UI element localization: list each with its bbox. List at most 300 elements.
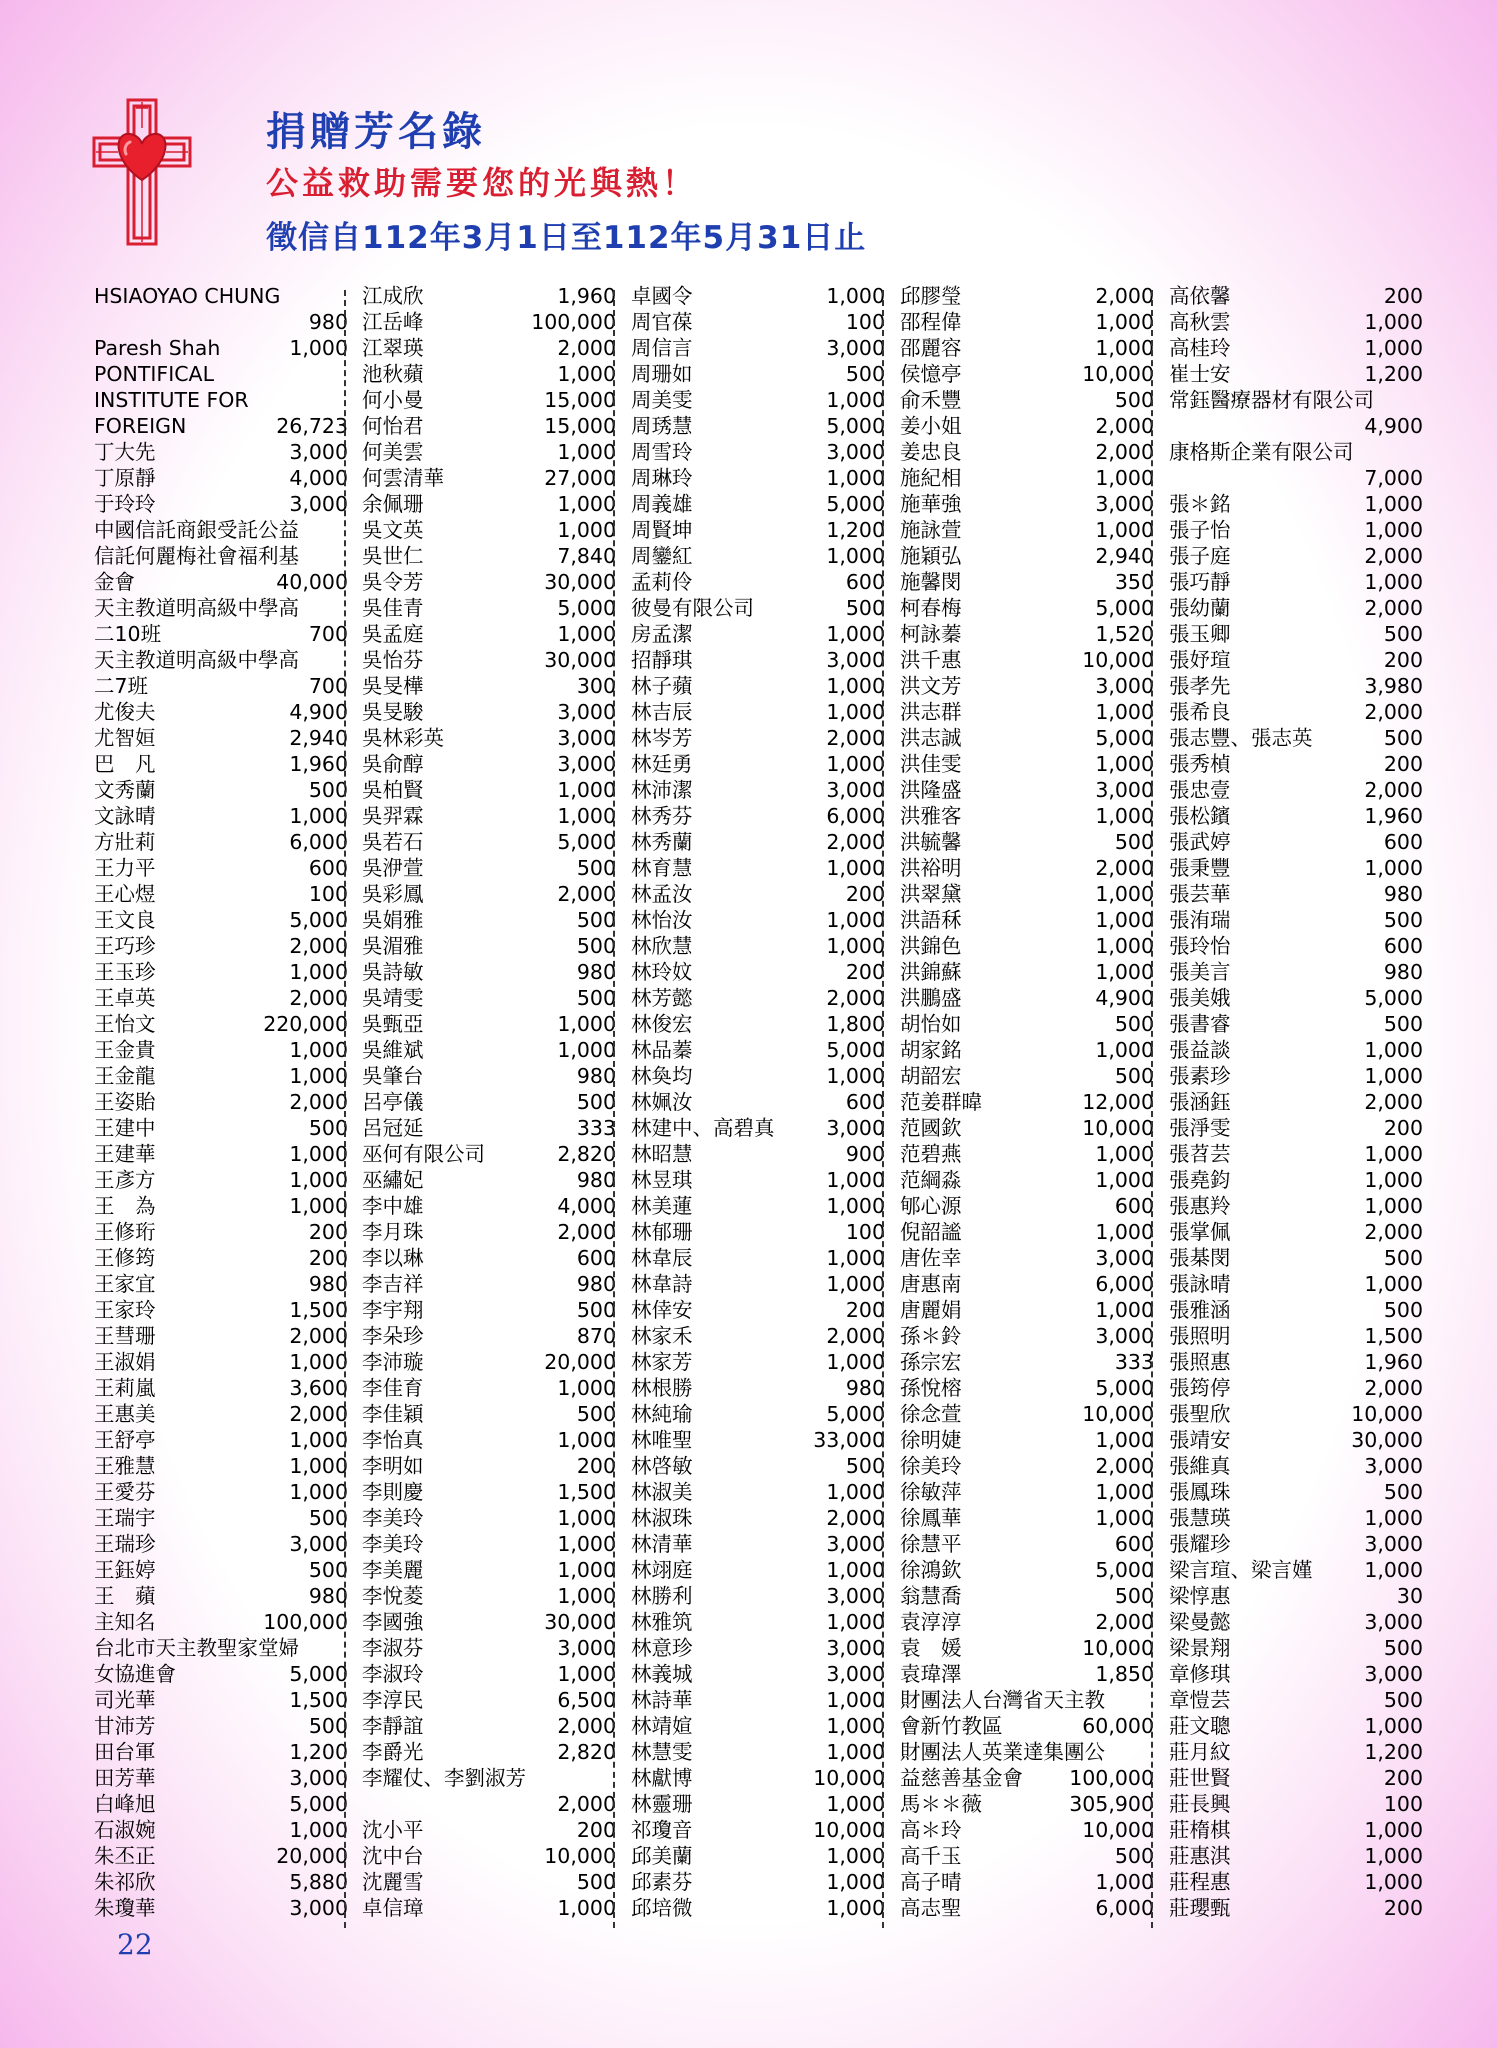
donor-name: 李佳穎 [362, 1402, 424, 1426]
donation-amount: 500 [308, 1506, 348, 1530]
donor-list [94, 283, 1423, 1923]
donation-amount: 1,000 [289, 1142, 348, 1166]
donor-name: 張淨雯 [1169, 1116, 1231, 1140]
donation-amount: 500 [1383, 1246, 1423, 1270]
donor-name: 林秀芬 [631, 804, 693, 828]
donor-name: 女協進會 [94, 1662, 176, 1686]
donation-amount: 500 [576, 1298, 616, 1322]
donor-name: 姜忠良 [900, 440, 962, 464]
donation-amount: 980 [845, 1376, 885, 1400]
donation-amount: 5,000 [826, 1402, 885, 1426]
donor-name: 吳彩鳳 [362, 882, 424, 906]
donor-row [94, 1193, 348, 1219]
donor-row [94, 413, 348, 439]
donor-name: 周官葆 [631, 310, 693, 334]
donation-amount: 980 [1383, 960, 1423, 984]
donor-row [900, 1479, 1154, 1505]
donor-name: 王彗珊 [94, 1324, 156, 1348]
donation-amount: 1,000 [1095, 882, 1154, 906]
donor-name: 林昱琪 [631, 1168, 693, 1192]
donation-amount: 3,000 [289, 1896, 348, 1920]
donor-name: 林靖媗 [631, 1714, 693, 1738]
donation-amount: 1,000 [1095, 700, 1154, 724]
donor-name: 徐敏萍 [900, 1480, 962, 1504]
donation-amount: 27,000 [544, 466, 616, 490]
donor-row [362, 959, 616, 985]
donor-name: 張玉卿 [1169, 622, 1231, 646]
donor-name: 李國強 [362, 1610, 424, 1634]
donor-name: 徐明婕 [900, 1428, 962, 1452]
donor-name: 施詠萱 [900, 518, 962, 542]
donor-name: 甘沛芳 [94, 1714, 156, 1738]
donor-name: 林秀蘭 [631, 830, 693, 854]
donation-amount: 2,000 [1364, 1090, 1423, 1114]
donation-amount: 1,000 [1364, 518, 1423, 542]
donation-amount: 1,000 [289, 1480, 348, 1504]
donor-row [94, 1141, 348, 1167]
donation-amount: 3,000 [826, 648, 885, 672]
donation-amount: 1,000 [826, 908, 885, 932]
donation-amount: 10,000 [813, 1766, 885, 1790]
donor-row [362, 1713, 616, 1739]
donor-name: 周琇慧 [631, 414, 693, 438]
donor-row [631, 1531, 885, 1557]
donor-row [94, 933, 348, 959]
donor-name: 周義雄 [631, 492, 693, 516]
donor-name: 柯春梅 [900, 596, 962, 620]
donor-name: 張涵鈺 [1169, 1090, 1231, 1114]
donation-amount: 5,000 [826, 1038, 885, 1062]
donor-name: 林建中、高碧真 [631, 1116, 775, 1140]
donor-name: 巫何有限公司 [362, 1142, 485, 1166]
donation-amount: 60,000 [1082, 1714, 1154, 1738]
donation-amount: 1,200 [826, 518, 885, 542]
donation-amount: 600 [1114, 1532, 1154, 1556]
donor-row [1169, 1713, 1423, 1739]
donation-amount: 3,000 [826, 440, 885, 464]
donor-name: 邱膠瑩 [900, 284, 962, 308]
donor-row [900, 387, 1154, 413]
donation-amount: 1,850 [1095, 1662, 1154, 1686]
donor-name: 李怡真 [362, 1428, 424, 1452]
donor-name: 周鑾紅 [631, 544, 693, 568]
donor-name: 林韋詩 [631, 1272, 693, 1296]
donor-name: 余佩珊 [362, 492, 424, 516]
donor-name: 呂亭儀 [362, 1090, 424, 1114]
donor-row [631, 1297, 885, 1323]
donor-row [94, 1271, 348, 1297]
donor-row [631, 595, 885, 621]
donor-row [900, 283, 1154, 309]
donation-amount: 1,000 [557, 492, 616, 516]
donation-amount: 3,000 [1095, 1324, 1154, 1348]
donor-row [631, 1713, 885, 1739]
donor-name: 于玲玲 [94, 492, 156, 516]
donor-row [94, 387, 348, 413]
donor-row [900, 1219, 1154, 1245]
donor-row [1169, 1427, 1423, 1453]
donor-name: 張詠晴 [1169, 1272, 1231, 1296]
donation-amount: 1,960 [1364, 804, 1423, 828]
donor-row [1169, 985, 1423, 1011]
donor-name: 張武婷 [1169, 830, 1231, 854]
donation-amount: 3,000 [1364, 1454, 1423, 1478]
donor-name: 郇心源 [900, 1194, 962, 1218]
donation-amount: 5,000 [557, 830, 616, 854]
donor-row [362, 387, 616, 413]
donor-name: 何怡君 [362, 414, 424, 438]
donor-row [94, 1375, 348, 1401]
donor-row [94, 1453, 348, 1479]
donor-name: 梁曼懿 [1169, 1610, 1231, 1634]
donor-name: 王 為 [94, 1194, 156, 1218]
donor-name: 施紀相 [900, 466, 962, 490]
donor-row [94, 751, 348, 777]
donor-row [631, 1271, 885, 1297]
donor-name: 李爵光 [362, 1740, 424, 1764]
donation-amount: 500 [1114, 1844, 1154, 1868]
donor-row [1169, 647, 1423, 673]
donor-name: 石淑婉 [94, 1818, 156, 1842]
donor-name: 邵程偉 [900, 310, 962, 334]
donor-name: 沈麗雪 [362, 1870, 424, 1894]
donation-amount: 500 [845, 596, 885, 620]
donation-amount: 980 [308, 310, 348, 334]
donor-name: 林詩華 [631, 1688, 693, 1712]
donor-row [631, 1349, 885, 1375]
donor-row [1169, 1219, 1423, 1245]
donor-name: 王鈺婷 [94, 1558, 156, 1582]
donor-name: 施馨閔 [900, 570, 962, 594]
donor-row [362, 1037, 616, 1063]
donor-name: 張掌佩 [1169, 1220, 1231, 1244]
donation-amount: 1,000 [557, 1038, 616, 1062]
donation-amount: 305,900 [1069, 1792, 1154, 1816]
donation-amount: 1,000 [289, 1350, 348, 1374]
donor-row [362, 1089, 616, 1115]
donor-name: 林淑美 [631, 1480, 693, 1504]
donation-amount: 700 [308, 674, 348, 698]
donation-amount: 1,000 [1095, 1142, 1154, 1166]
donation-amount: 980 [576, 1168, 616, 1192]
donor-name: 范綱淼 [900, 1168, 962, 1192]
donor-name: 常鈺醫療器材有限公司 [1169, 388, 1374, 412]
donor-name: 莊程惠 [1169, 1870, 1231, 1894]
donor-name: 張益談 [1169, 1038, 1231, 1062]
donor-name: 林清華 [631, 1532, 693, 1556]
donor-row [900, 1063, 1154, 1089]
donor-name: 洪毓馨 [900, 830, 962, 854]
donation-amount: 1,000 [289, 1064, 348, 1088]
donor-row [900, 1141, 1154, 1167]
donor-row [94, 829, 348, 855]
donor-row [900, 725, 1154, 751]
donor-row [900, 699, 1154, 725]
donor-row [900, 751, 1154, 777]
donor-row [900, 569, 1154, 595]
donor-row [1169, 803, 1423, 829]
donor-name: 周賢坤 [631, 518, 693, 542]
donor-name: 梁景翔 [1169, 1636, 1231, 1660]
donation-amount: 1,000 [1095, 1480, 1154, 1504]
column-divider [882, 290, 884, 1928]
donor-row [631, 777, 885, 803]
donation-amount: 200 [845, 1298, 885, 1322]
donation-amount: 1,500 [289, 1688, 348, 1712]
donor-row [362, 1635, 616, 1661]
donor-row [631, 803, 885, 829]
donation-amount: 3,000 [1095, 1246, 1154, 1270]
donor-row [94, 1505, 348, 1531]
donation-amount: 2,000 [557, 1714, 616, 1738]
donor-name: INSTITUTE FOR [94, 388, 249, 412]
donation-amount: 5,000 [1095, 1376, 1154, 1400]
donor-name: 章修琪 [1169, 1662, 1231, 1686]
donation-amount: 1,000 [557, 622, 616, 646]
donor-name: 張孝先 [1169, 674, 1231, 698]
donor-name: 張巧靜 [1169, 570, 1231, 594]
donation-amount: 2,000 [826, 1506, 885, 1530]
donation-amount: 500 [1383, 1636, 1423, 1660]
donor-name: 周美雯 [631, 388, 693, 412]
donor-row [900, 1167, 1154, 1193]
donor-name: 吳洢萱 [362, 856, 424, 880]
donor-name: Paresh Shah [94, 336, 221, 360]
donation-amount: 1,000 [1095, 1168, 1154, 1192]
donation-amount: 3,000 [289, 1766, 348, 1790]
donation-amount: 2,000 [289, 986, 348, 1010]
donor-name: 司光華 [94, 1688, 156, 1712]
donor-row [900, 439, 1154, 465]
donor-row [1169, 881, 1423, 907]
donor-row [362, 1375, 616, 1401]
donor-row [94, 517, 348, 543]
donor-name: 高秋雲 [1169, 310, 1231, 334]
donor-row [631, 1037, 885, 1063]
donor-name: 張維真 [1169, 1454, 1231, 1478]
donor-name: 范國欽 [900, 1116, 962, 1140]
donor-name: 莊世賢 [1169, 1766, 1231, 1790]
donation-amount: 1,000 [289, 1038, 348, 1062]
donor-name: 高桂玲 [1169, 336, 1231, 360]
donation-amount: 1,000 [826, 1350, 885, 1374]
donation-amount: 1,000 [557, 1532, 616, 1556]
donation-amount: 3,000 [826, 336, 885, 360]
donation-amount: 1,000 [826, 1792, 885, 1816]
donation-amount: 200 [1383, 648, 1423, 672]
donor-name: PONTIFICAL [94, 362, 214, 386]
donor-row [1169, 1869, 1423, 1895]
donation-amount: 500 [576, 1090, 616, 1114]
donor-name: 袁淳淳 [900, 1610, 962, 1634]
donation-amount: 33,000 [813, 1428, 885, 1452]
donor-row [631, 1453, 885, 1479]
donor-row [631, 1323, 885, 1349]
donation-amount: 2,940 [289, 726, 348, 750]
donor-name: 王家玲 [94, 1298, 156, 1322]
donor-name: 王心煜 [94, 882, 156, 906]
donor-name: 李美麗 [362, 1558, 424, 1582]
donor-name: 張慧瑛 [1169, 1506, 1231, 1530]
donor-name: 李耀仗、李劉淑芳 [362, 1766, 526, 1790]
donor-row [362, 1583, 616, 1609]
donor-name: 張玲怡 [1169, 934, 1231, 958]
donor-name: 田芳華 [94, 1766, 156, 1790]
donor-name: 王怡文 [94, 1012, 156, 1036]
donation-amount: 1,000 [557, 518, 616, 542]
donation-amount: 10,000 [813, 1818, 885, 1842]
donor-row [900, 1115, 1154, 1141]
donor-name: 胡怡如 [900, 1012, 962, 1036]
donor-name: 王瑞珍 [94, 1532, 156, 1556]
donation-amount: 500 [1383, 1480, 1423, 1504]
donor-row [94, 1713, 348, 1739]
donor-column [900, 283, 1154, 1921]
donor-row [362, 1323, 616, 1349]
donation-amount: 1,000 [1095, 336, 1154, 360]
donor-row [94, 1661, 348, 1687]
donor-name: 袁 媛 [900, 1636, 962, 1660]
donation-amount: 3,000 [557, 752, 616, 776]
donor-name: 李以琳 [362, 1246, 424, 1270]
donation-amount: 1,000 [1095, 1870, 1154, 1894]
donor-row [1169, 1115, 1423, 1141]
donation-amount: 1,000 [1364, 310, 1423, 334]
donation-amount: 5,000 [289, 1662, 348, 1686]
donor-row [362, 1167, 616, 1193]
donation-amount: 1,000 [826, 856, 885, 880]
donor-name: 丁原靜 [94, 466, 156, 490]
donor-row [94, 1531, 348, 1557]
donor-name: 朱丕正 [94, 1844, 156, 1868]
donation-amount: 2,000 [1095, 856, 1154, 880]
page-subtitle: 公益救助需要您的光與熱！ [266, 164, 699, 202]
donor-row [1169, 439, 1423, 465]
donor-row [1169, 595, 1423, 621]
donor-row [900, 1453, 1154, 1479]
donation-amount: 980 [308, 1584, 348, 1608]
donor-row [94, 491, 348, 517]
donation-amount: 500 [1383, 1012, 1423, 1036]
donation-amount: 500 [308, 1714, 348, 1738]
donor-name: 王愛芬 [94, 1480, 156, 1504]
donation-amount: 3,000 [826, 778, 885, 802]
donation-amount: 1,000 [557, 362, 616, 386]
donor-row [1169, 1323, 1423, 1349]
donor-row [900, 855, 1154, 881]
donation-amount: 1,000 [1095, 752, 1154, 776]
donor-row [631, 1661, 885, 1687]
donor-name: 李明如 [362, 1454, 424, 1478]
donor-name: 李吉祥 [362, 1272, 424, 1296]
donation-amount: 1,000 [826, 700, 885, 724]
donation-amount: 1,000 [1095, 1298, 1154, 1322]
donor-row [1169, 1505, 1423, 1531]
donor-row [94, 881, 348, 907]
donor-row [631, 1479, 885, 1505]
donor-name: 朱祁欣 [94, 1870, 156, 1894]
donor-name: 莊文聰 [1169, 1714, 1231, 1738]
donor-row [900, 465, 1154, 491]
donor-name: 丁大先 [94, 440, 156, 464]
donor-row [1169, 1193, 1423, 1219]
donor-row [900, 1271, 1154, 1297]
donor-name: HSIAOYAO CHUNG [94, 284, 281, 308]
donor-name: 林倖安 [631, 1298, 693, 1322]
donor-name: 邱素芬 [631, 1870, 693, 1894]
donor-name: 巴 凡 [94, 752, 156, 776]
donor-name: 吳俞醇 [362, 752, 424, 776]
donation-amount: 1,000 [826, 284, 885, 308]
donor-name: 二10班 [94, 622, 162, 646]
donor-column [94, 283, 348, 1921]
donation-amount: 2,000 [1095, 284, 1154, 308]
donor-row [631, 1843, 885, 1869]
donor-row [631, 283, 885, 309]
donor-name: 李沛璇 [362, 1350, 424, 1374]
donor-name: 胡家銘 [900, 1038, 962, 1062]
donation-amount: 1,000 [826, 1246, 885, 1270]
donor-name: 邵麗容 [900, 336, 962, 360]
donor-row [631, 621, 885, 647]
donor-name: 張照惠 [1169, 1350, 1231, 1374]
donation-amount: 2,000 [289, 1402, 348, 1426]
donor-name: 崔士安 [1169, 362, 1231, 386]
donor-row [1169, 465, 1423, 491]
donor-row [1169, 1583, 1423, 1609]
donation-amount: 5,000 [289, 1792, 348, 1816]
donation-amount: 2,000 [1364, 1220, 1423, 1244]
donor-name: 沈小平 [362, 1818, 424, 1842]
donation-amount: 500 [1114, 1584, 1154, 1608]
donation-amount: 1,000 [557, 1558, 616, 1582]
donation-amount: 1,000 [1364, 1142, 1423, 1166]
donor-row [900, 1713, 1154, 1739]
donor-row [900, 1037, 1154, 1063]
donor-name: 洪翠黛 [900, 882, 962, 906]
donation-amount: 6,500 [557, 1688, 616, 1712]
donation-amount: 1,000 [1364, 336, 1423, 360]
donor-row [900, 491, 1154, 517]
donation-amount: 4,000 [289, 466, 348, 490]
donation-amount: 500 [1383, 726, 1423, 750]
donor-row [94, 1609, 348, 1635]
donation-amount: 2,940 [1095, 544, 1154, 568]
donor-row [631, 1141, 885, 1167]
cross-heart-logo [92, 98, 192, 246]
donor-name: 高＊玲 [900, 1818, 962, 1842]
donor-row [362, 1765, 616, 1791]
donation-amount: 500 [1114, 1012, 1154, 1036]
donation-amount: 1,000 [289, 1428, 348, 1452]
donor-name: 吳孟庭 [362, 622, 424, 646]
donor-name: 會新竹教區 [900, 1714, 1003, 1738]
donor-row [94, 1219, 348, 1245]
donation-amount: 40,000 [276, 570, 348, 594]
donor-row [1169, 1739, 1423, 1765]
donation-amount: 10,000 [1082, 1818, 1154, 1842]
donation-amount: 2,820 [557, 1740, 616, 1764]
donor-name: 洪志誠 [900, 726, 962, 750]
donation-amount: 2,000 [1364, 1376, 1423, 1400]
donation-amount: 600 [576, 1246, 616, 1270]
donor-name: 李宇翔 [362, 1298, 424, 1322]
donation-amount: 30,000 [544, 570, 616, 594]
donation-amount: 30,000 [544, 1610, 616, 1634]
donor-row [362, 803, 616, 829]
donor-name: 張松鑌 [1169, 804, 1231, 828]
donation-amount: 1,000 [557, 804, 616, 828]
